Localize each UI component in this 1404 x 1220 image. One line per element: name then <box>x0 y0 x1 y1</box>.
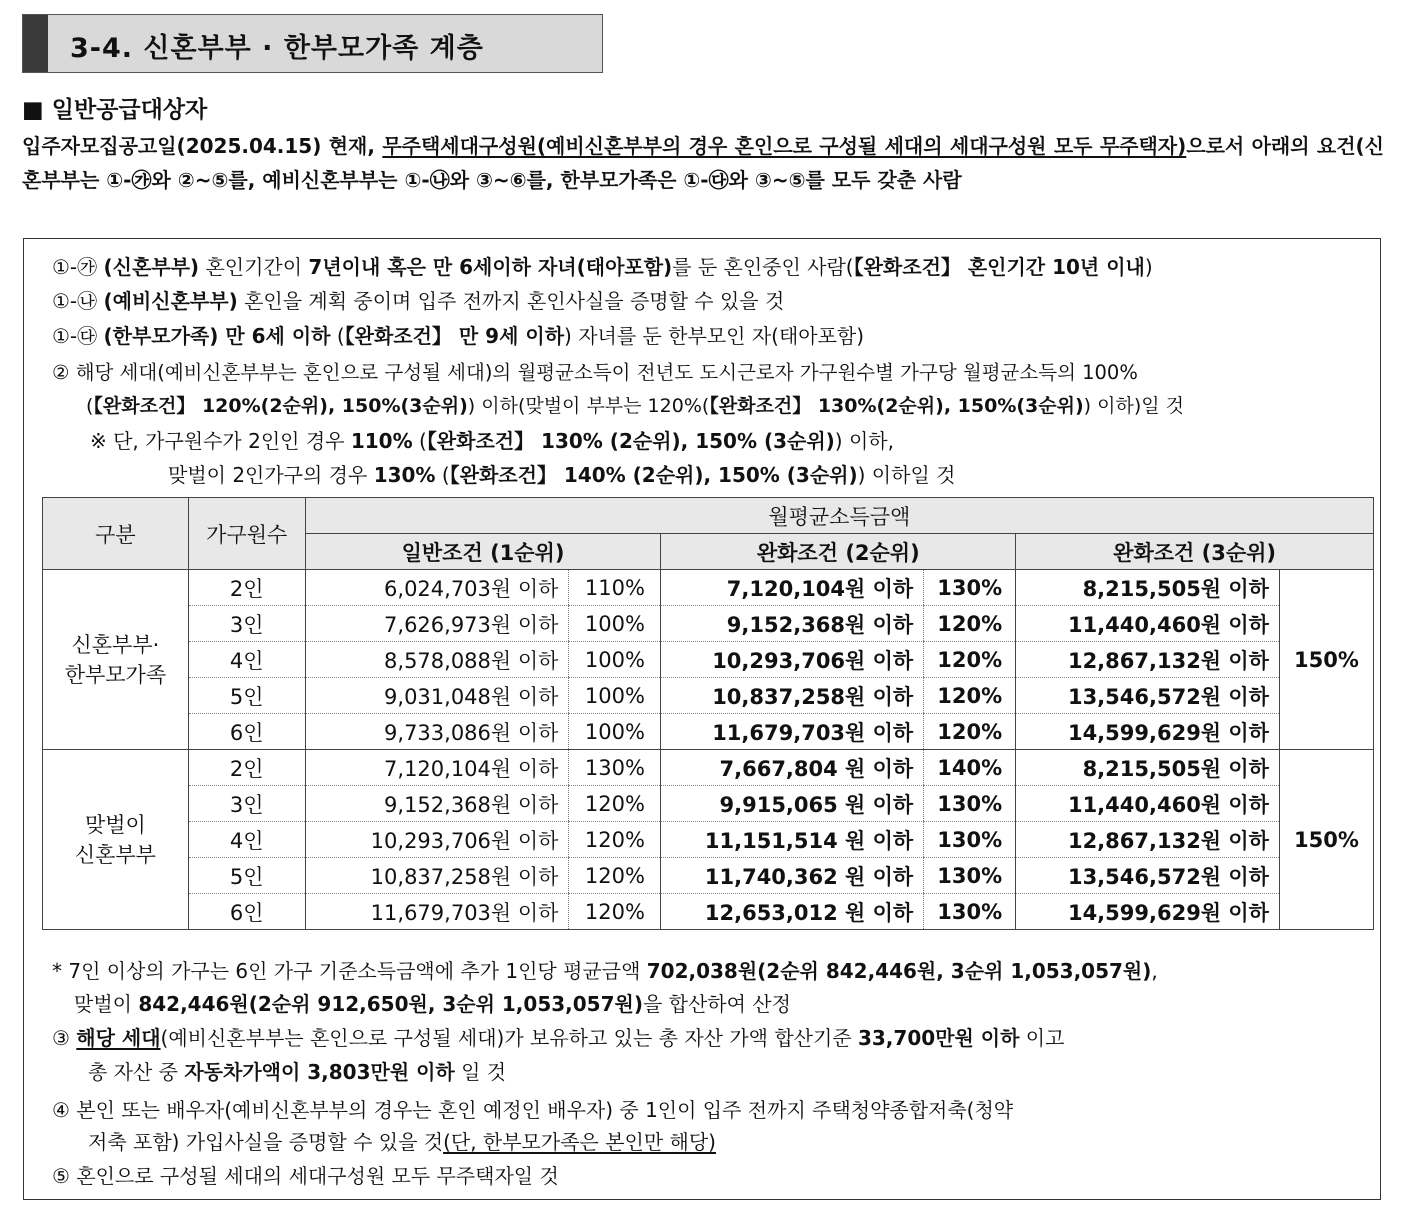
rank-1-pct: 100% <box>569 714 661 750</box>
rank-3-pct: 150% <box>1279 570 1373 750</box>
req-1c-relaxed: 【완화조건】 만 9세 이하 <box>344 324 565 348</box>
rank-3-pct: 150% <box>1279 750 1373 930</box>
req-1c-open: ( <box>336 324 345 348</box>
req-1b-text: 혼인을 계획 중이며 입주 전까지 혼인사실을 증명할 수 있을 것 <box>244 289 785 313</box>
req-3-asset-limit: 33,700만원 이하 <box>857 1026 1020 1050</box>
req-1b-label: (예비신혼부부) <box>103 289 238 313</box>
req-4-text: 본인 또는 배우자(예비신혼부부의 경우는 혼인 예정인 배우자) 중 1인이 입주 전까지 주택청약종합저축(청약 <box>76 1098 1014 1122</box>
title-accent-bar <box>23 15 48 72</box>
req-3-text: (예비신혼부부는 혼인으로 구성될 세대)가 보유하고 있는 총 자산 가액 합산기준 <box>160 1026 852 1050</box>
eligibility-intro <box>22 129 1384 197</box>
rank-3-amount: 12,867,132원 이하 <box>1016 822 1280 858</box>
note-1-open: ( <box>419 429 427 453</box>
table-row <box>43 750 1374 786</box>
rank-2-pct: 130% <box>924 858 1016 894</box>
req-1c <box>52 320 864 349</box>
rank-3-amount: 13,546,572원 이하 <box>1016 858 1280 894</box>
req-4-line-1 <box>52 1094 1013 1123</box>
rank-1-pct: 120% <box>569 786 661 822</box>
rank-3-amount: 14,599,629원 이하 <box>1016 894 1280 930</box>
req-3-line-1 <box>52 1022 1064 1051</box>
req-5-num: ⑤ <box>52 1164 70 1188</box>
req-2-mid: ) 이하(맞벌이 부부는 120%( <box>467 395 710 417</box>
req-5 <box>52 1160 559 1189</box>
income-table <box>42 497 1374 930</box>
rank-2-amount: 7,120,104원 이하 <box>661 570 924 606</box>
table-row <box>43 714 1374 750</box>
req-3-text-2: 총 자산 중 <box>88 1060 178 1084</box>
rank-2-amount: 10,293,706원 이하 <box>661 642 924 678</box>
rank-3-amount: 11,440,460원 이하 <box>1016 606 1280 642</box>
rank-3-amount: 8,215,505원 이하 <box>1016 570 1280 606</box>
req-1a-bold: 7년이내 혹은 만 6세이하 자녀(태아포함) <box>308 255 673 279</box>
note-1-relaxed: 【완화조건】 130% (2순위), 150% (3순위) <box>426 429 835 453</box>
req-1b <box>52 285 784 314</box>
note-2-open: ( <box>441 463 450 487</box>
household-size-cell: 6인 <box>188 894 305 930</box>
req-2-open: ( <box>86 395 94 417</box>
req-3-line-2 <box>88 1056 506 1085</box>
rank-2-pct: 120% <box>924 714 1016 750</box>
rank-1-pct: 100% <box>569 678 661 714</box>
rank-2-pct: 120% <box>924 678 1016 714</box>
rank-1-amount: 8,578,088원 이하 <box>305 642 569 678</box>
table-row <box>43 894 1374 930</box>
rank-1-amount: 10,837,258원 이하 <box>305 858 569 894</box>
rank-1-pct: 100% <box>569 606 661 642</box>
req-2-text: 해당 세대(예비신혼부부는 혼인으로 구성될 세대)의 월평균소득이 전년도 도시근로자 가구원수별 가구당 월평균소득의 100% <box>75 361 1138 384</box>
intro-part-1: 입주자모집공고일(2025.04.15) 현재, <box>22 134 383 158</box>
req-1c-text: ) 자녀를 둔 한부모인 자(태아포함) <box>564 324 865 348</box>
req-3-num: ③ <box>52 1026 70 1050</box>
table-row <box>43 786 1374 822</box>
req-2-end: ) 이하)일 것 <box>1083 395 1184 417</box>
rank-1-pct: 110% <box>569 570 661 606</box>
household-size-cell: 5인 <box>188 858 305 894</box>
note-1-end: ) 이하, <box>834 429 894 453</box>
header-rank-2: 완화조건 (2순위) <box>661 534 1016 570</box>
rank-1-amount: 7,120,104원 이하 <box>305 750 569 786</box>
category-cell: 신혼부부· 한부모가족 <box>43 570 189 750</box>
rank-2-pct: 140% <box>924 750 1016 786</box>
req-2-note-1 <box>90 425 894 454</box>
req-2-note-2 <box>168 459 955 488</box>
rank-2-amount: 11,151,514 원 이하 <box>661 822 924 858</box>
rank-2-pct: 130% <box>924 822 1016 858</box>
table-row <box>43 642 1374 678</box>
note-2-pct: 130% <box>373 463 436 487</box>
rank-2-amount: 11,679,703원 이하 <box>661 714 924 750</box>
note-2-end: ) 이하일 것 <box>857 463 956 487</box>
req-5-text: 혼인으로 구성될 세대의 세대구성원 모두 무주택자일 것 <box>76 1164 559 1188</box>
footnote-dual: 맞벌이 <box>74 992 132 1016</box>
table-row <box>43 606 1374 642</box>
req-2-line-2 <box>86 391 1184 418</box>
req-1a-close: ) <box>1144 255 1153 279</box>
rank-1-pct: 130% <box>569 750 661 786</box>
rank-2-amount: 10,837,258원 이하 <box>661 678 924 714</box>
general-supply-heading: ■ 일반공급대상자 <box>22 97 208 123</box>
household-size-cell: 6인 <box>188 714 305 750</box>
header-rank-3: 완화조건 (3순위) <box>1016 534 1374 570</box>
rank-3-amount: 11,440,460원 이하 <box>1016 786 1280 822</box>
intro-part-2: 무주택세대구성원(예비신혼부부의 경우 혼인으로 구성될 세대의 세대구성원 모두 무주택자) <box>382 134 1187 158</box>
rank-3-amount: 12,867,132원 이하 <box>1016 642 1280 678</box>
req-1b-num: ①-㉯ <box>52 289 98 313</box>
rank-1-amount: 10,293,706원 이하 <box>305 822 569 858</box>
table-row <box>43 678 1374 714</box>
note-1-text: ※ 단, 가구원수가 2인인 경우 <box>90 429 345 453</box>
footnote-text: * 7인 이상의 가구는 6인 가구 기준소득금액에 추가 1인당 평균금액 <box>52 959 641 983</box>
req-3-end: 일 것 <box>461 1060 507 1084</box>
req-2-num: ② <box>52 361 70 384</box>
req-1a <box>52 251 1153 280</box>
footnote-line-2 <box>74 988 791 1017</box>
section-title-box <box>22 14 603 73</box>
note-2-relaxed: 【완화조건】 140% (2순위), 150% (3순위) <box>449 463 858 487</box>
header-category: 구분 <box>43 498 189 570</box>
rank-1-amount: 9,152,368원 이하 <box>305 786 569 822</box>
rank-1-pct: 120% <box>569 822 661 858</box>
req-1a-label: (신혼부부) <box>103 255 200 279</box>
footnote-end: 을 합산하여 산정 <box>642 992 791 1016</box>
rank-2-pct: 130% <box>924 786 1016 822</box>
rank-2-amount: 7,667,804 원 이하 <box>661 750 924 786</box>
rank-1-amount: 9,733,086원 이하 <box>305 714 569 750</box>
rank-3-amount: 14,599,629원 이하 <box>1016 714 1280 750</box>
req-4-num: ④ <box>52 1098 70 1122</box>
intro-part-3: 으로서 아래의 요건(신혼부부는 ①-㉮와 ②~⑤를, 예비신혼부부는 ①-㉯와 ③~⑥를, 한부모가족은 ①-㉰와 ③~⑤를 모두 갖춘 사람 <box>22 134 1384 192</box>
req-2-relaxed-2: 【완화조건】 130%(2순위), 150%(3순위) <box>709 395 1084 417</box>
table-row <box>43 822 1374 858</box>
rank-2-amount: 9,915,065 원 이하 <box>661 786 924 822</box>
req-1c-num: ①-㉰ <box>52 324 98 348</box>
req-3-household: 해당 세대 <box>76 1026 161 1050</box>
footnote-amount: 702,038원(2순위 842,446원, 3순위 1,053,057원) <box>646 959 1152 983</box>
footnote-comma: , <box>1151 959 1158 983</box>
rank-2-amount: 12,653,012 원 이하 <box>661 894 924 930</box>
rank-3-amount: 13,546,572원 이하 <box>1016 678 1280 714</box>
req-4-line-2 <box>88 1126 716 1155</box>
note-1-pct: 110% <box>350 429 413 453</box>
req-3-car-limit: 자동차가액이 3,803만원 이하 <box>184 1060 455 1084</box>
rank-2-pct: 120% <box>924 606 1016 642</box>
rank-1-pct: 120% <box>569 858 661 894</box>
rank-1-amount: 11,679,703원 이하 <box>305 894 569 930</box>
rank-1-pct: 100% <box>569 642 661 678</box>
rank-2-amount: 9,152,368원 이하 <box>661 606 924 642</box>
note-2-text: 맞벌이 2인가구의 경우 <box>168 463 368 487</box>
category-cell: 맞벌이 신혼부부 <box>43 750 189 930</box>
req-1a-text-2: 를 둔 혼인중인 사람( <box>672 255 854 279</box>
income-table-body <box>43 570 1374 930</box>
rank-1-amount: 7,626,973원 이하 <box>305 606 569 642</box>
household-size-cell: 5인 <box>188 678 305 714</box>
table-row <box>43 858 1374 894</box>
table-row <box>43 570 1374 606</box>
footnote-dual-amount: 842,446원(2순위 912,650원, 3순위 1,053,057원) <box>138 992 643 1016</box>
footnote-line-1 <box>52 955 1158 984</box>
rank-1-pct: 120% <box>569 894 661 930</box>
req-2-line-1 <box>52 357 1138 385</box>
household-size-cell: 4인 <box>188 822 305 858</box>
req-1a-num: ①-㉮ <box>52 255 98 279</box>
req-2-relaxed-1: 【완화조건】 120%(2순위), 150%(3순위) <box>93 395 468 417</box>
rank-2-pct: 130% <box>924 570 1016 606</box>
header-household-size: 가구원수 <box>188 498 305 570</box>
req-1c-label: (한부모가족) 만 6세 이하 <box>103 324 331 348</box>
header-rank-1: 일반조건 (1순위) <box>305 534 661 570</box>
req-4-single-parent-note: (단, 한부모가족은 본인만 해당) <box>443 1130 716 1154</box>
req-1a-relaxed: 【완화조건】 혼인기간 10년 이내 <box>853 255 1145 279</box>
section-title: 3-4. 신혼부부 · 한부모가족 계층 <box>70 33 484 64</box>
rank-3-amount: 8,215,505원 이하 <box>1016 750 1280 786</box>
household-size-cell: 3인 <box>188 606 305 642</box>
rank-1-amount: 9,031,048원 이하 <box>305 678 569 714</box>
household-size-cell: 2인 <box>188 570 305 606</box>
rank-2-amount: 11,740,362 원 이하 <box>661 858 924 894</box>
household-size-cell: 2인 <box>188 750 305 786</box>
req-1a-text: 혼인기간이 <box>205 255 303 279</box>
req-4-text-2: 저축 포함) 가입사실을 증명할 수 있을 것 <box>88 1130 444 1154</box>
household-size-cell: 4인 <box>188 642 305 678</box>
header-monthly-income: 월평균소득금액 <box>305 498 1373 534</box>
rank-2-pct: 130% <box>924 894 1016 930</box>
rank-1-amount: 6,024,703원 이하 <box>305 570 569 606</box>
rank-2-pct: 120% <box>924 642 1016 678</box>
req-3-and: 이고 <box>1025 1026 1065 1050</box>
household-size-cell: 3인 <box>188 786 305 822</box>
